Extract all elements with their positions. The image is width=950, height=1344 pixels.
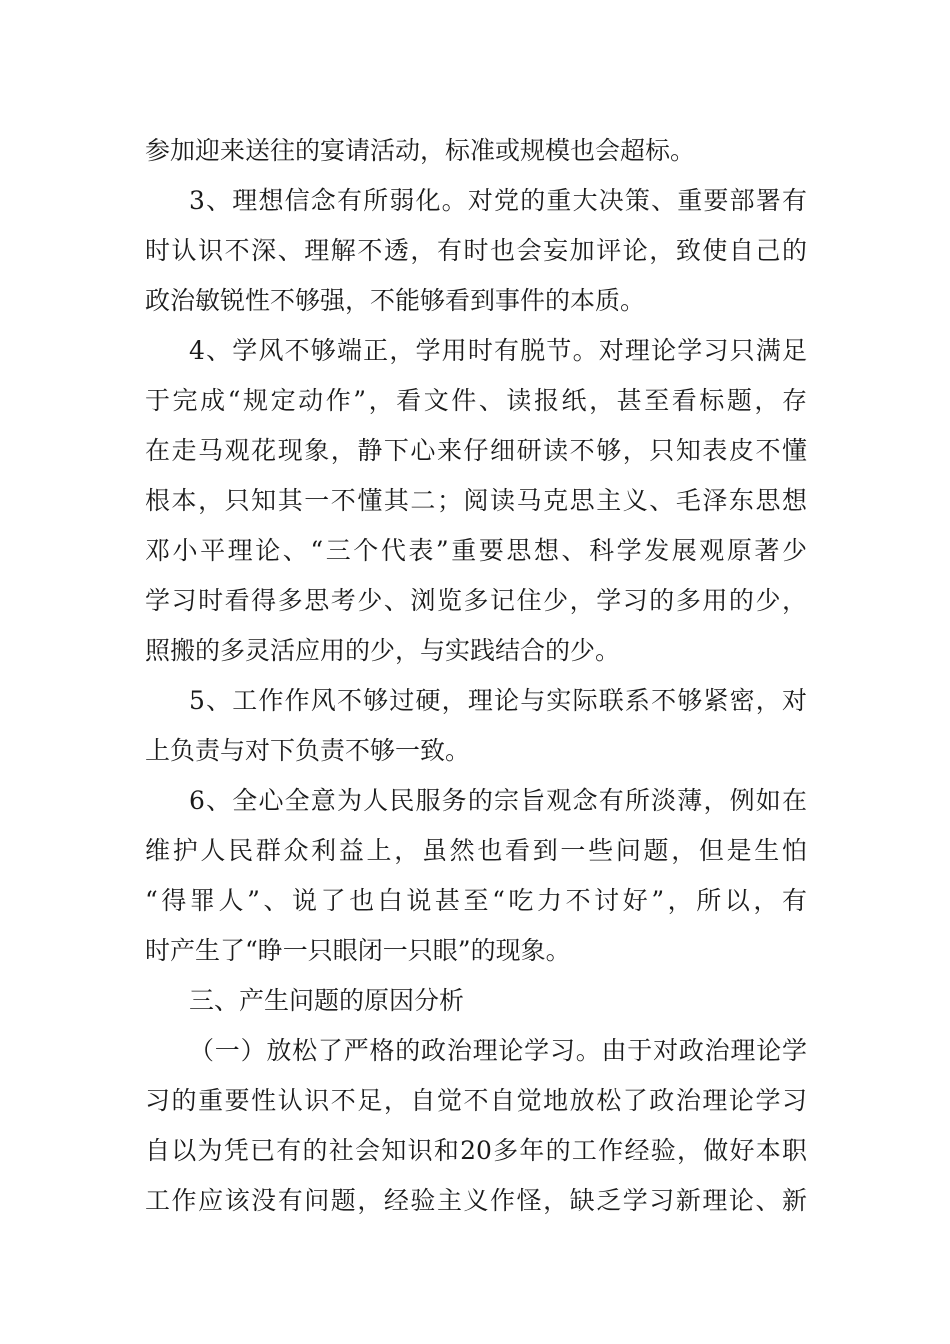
text-line: 工作应该没有问题，经验主义作怪，缺乏学习新理论、新 [145,1186,807,1215]
paragraph-start-line: 5、工作作风不够过硬，理论与实际联系不够紧密，对 [189,686,807,715]
text-line: 照搬的多灵活应用的少，与实践结合的少。 [145,636,621,665]
paragraph-start-line: 3、理想信念有所弱化。对党的重大决策、重要部署有 [189,186,807,215]
text-line: 学习时看得多思考少、浏览多记住少，学习的多用的少， [145,586,807,615]
text-line: 习的重要性认识不足，自觉不自觉地放松了政治理论学习 [145,1086,807,1115]
text-line: 维护人民群众利益上，虽然也看到一些问题，但是生怕 [145,836,807,865]
paragraph-start-line: （一）放松了严格的政治理论学习。由于对政治理论学 [189,1036,807,1065]
text-line: 邓小平理论、“三个代表”重要思想、科学发展观原著少 [145,536,807,565]
text-line: 政治敏锐性不够强，不能够看到事件的本质。 [145,286,646,315]
text-line: “得罪人”、说了也白说甚至“吃力不讨好”，所以，有 [145,886,807,915]
text-line: 根本，只知其一不懂其二；阅读马克思主义、毛泽东思想 [145,486,807,515]
paragraph-start-line: 4、学风不够端正，学用时有脱节。对理论学习只满足 [189,336,807,365]
text-line: 上负责与对下负责不够一致。 [145,736,471,765]
text-line: 自以为凭已有的社会知识和20多年的工作经验，做好本职 [145,1136,807,1165]
text-line: 于完成“规定动作”，看文件、读报纸，甚至看标题，存 [145,386,807,415]
text-line: 时认识不深、理解不透，有时也会妄加评论，致使自己的 [145,236,807,265]
text-line: 参加迎来送往的宴请活动，标准或规模也会超标。 [145,136,696,165]
document-body [145,126,807,1226]
paragraph-start-line: 6、全心全意为人民服务的宗旨观念有所淡薄，例如在 [189,786,807,815]
section-heading: 三、产生问题的原因分析 [189,986,465,1015]
text-line: 时产生了“睁一只眼闭一只眼”的现象。 [145,936,571,965]
text-line: 在走马观花现象，静下心来仔细研读不够，只知表皮不懂 [145,436,807,465]
